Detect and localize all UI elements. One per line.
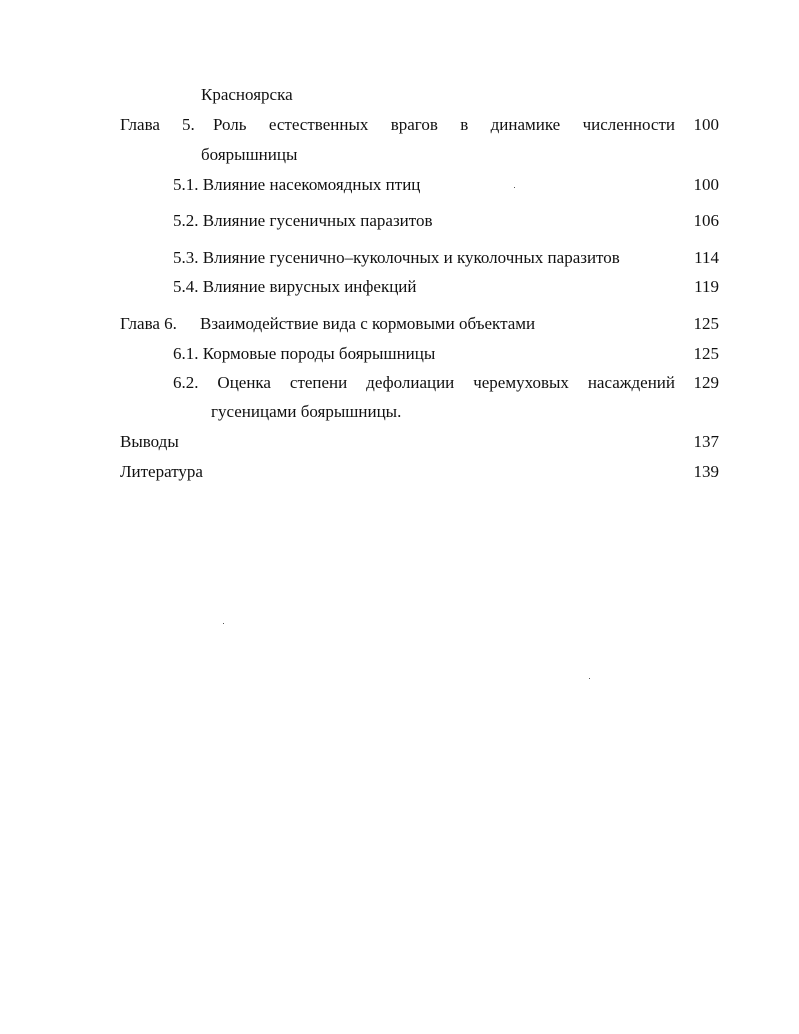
toc-section-5-3: 5.3. Влияние гусенично–куколочных и куколочных паразитов <box>173 248 620 267</box>
toc-chapter6-page: 125 <box>693 314 719 333</box>
toc-literature: Литература <box>120 462 203 481</box>
toc-section-6-2-cont: гусеницами боярышницы. <box>211 402 402 421</box>
toc-chapter5-page: 100 <box>693 115 719 134</box>
toc-section-5-1: 5.1. Влияние насекомоядных птиц <box>173 175 421 194</box>
toc-chapter5-label: Глава <box>120 115 160 134</box>
toc-chapter5-title: Роль естественных врагов в динамике численности <box>213 115 675 134</box>
scan-speck <box>514 187 515 188</box>
toc-section-6-1-page: 125 <box>693 344 719 363</box>
toc-section-6-2: 6.2. Оценка степени дефолиации черемуховых насаждений <box>173 373 675 392</box>
toc-section-5-4: 5.4. Влияние вирусных инфекций <box>173 277 417 296</box>
toc-chapter5-title-cont: боярышницы <box>201 145 298 164</box>
toc-prev-continuation: Красноярска <box>201 85 293 104</box>
toc-section-5-1-page: 100 <box>693 175 719 194</box>
toc-literature-page: 139 <box>693 462 719 481</box>
toc-chapter6-title: Взаимодействие вида с кормовыми объектами <box>200 314 536 333</box>
toc-chapter5-number: 5. <box>182 115 195 134</box>
toc-section-6-2-page: 129 <box>693 373 719 392</box>
toc-section-5-4-page: 119 <box>694 277 719 296</box>
toc-chapter6-label: Глава 6. <box>120 314 177 333</box>
toc-section-6-1: 6.1. Кормовые породы боярышницы <box>173 344 436 363</box>
toc-conclusions: Выводы <box>120 432 179 451</box>
toc-section-5-2-page: 106 <box>693 211 719 230</box>
scan-speck <box>223 623 224 624</box>
scan-speck <box>589 678 590 679</box>
toc-section-5-2: 5.2. Влияние гусеничных паразитов <box>173 211 433 230</box>
toc-conclusions-page: 137 <box>693 432 719 451</box>
toc-section-5-3-page: 114 <box>694 248 719 267</box>
